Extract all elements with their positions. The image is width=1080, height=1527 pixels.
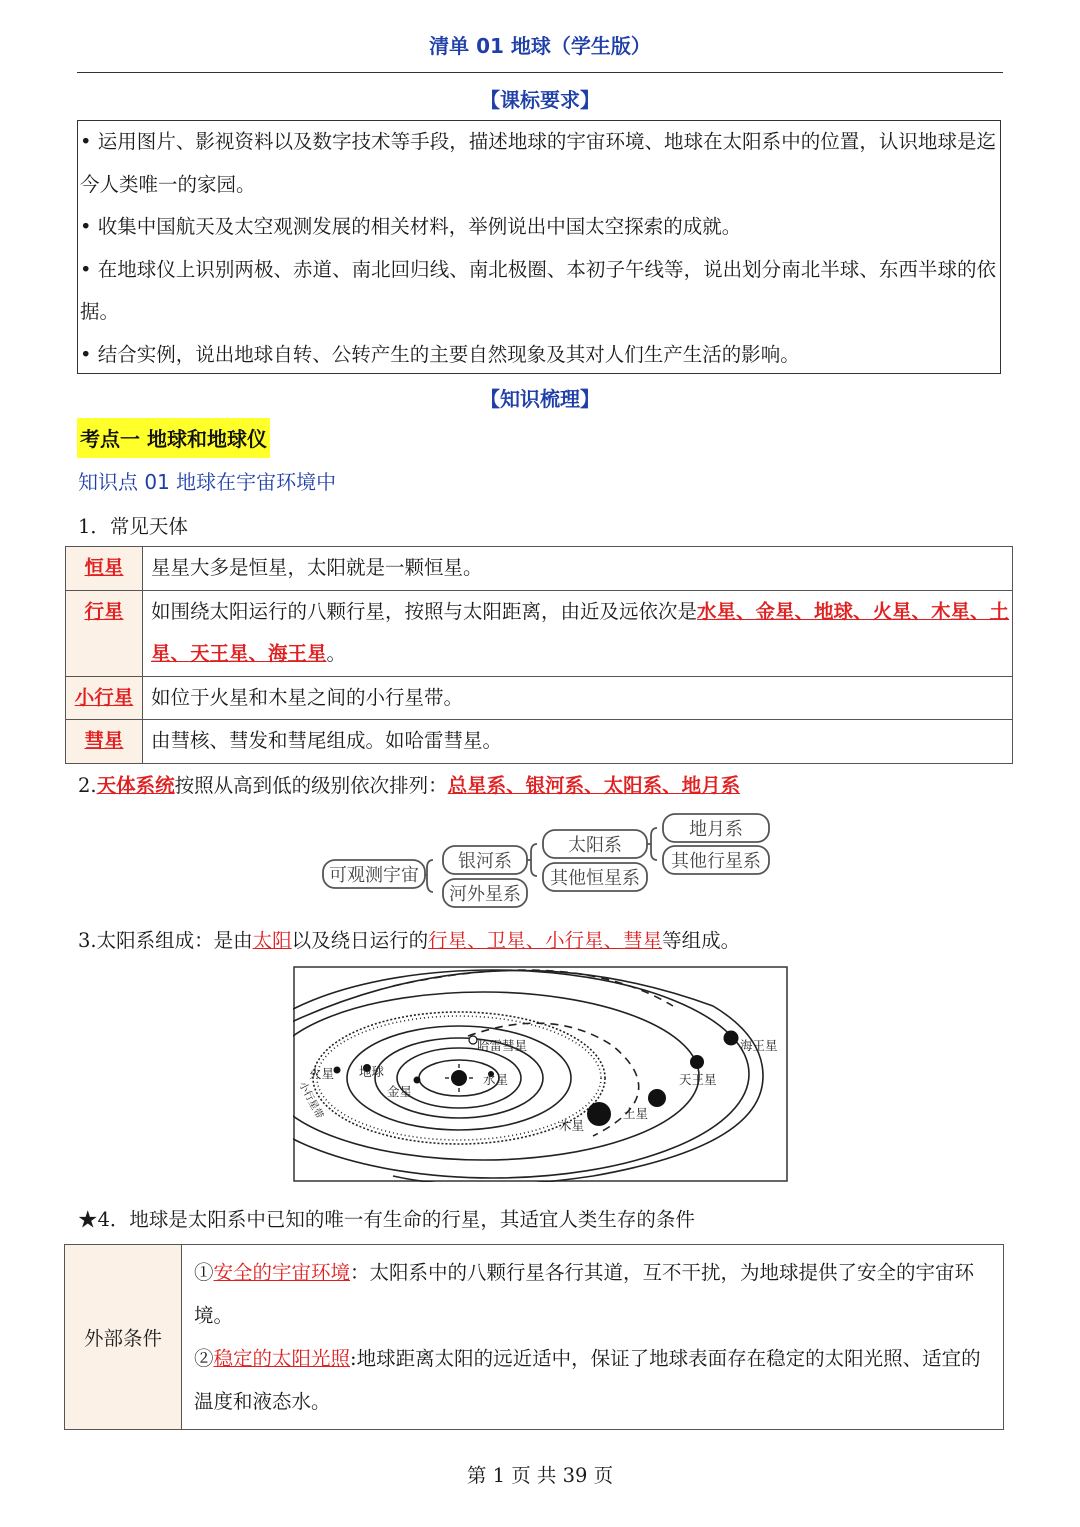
knowledge-heading: 【知识梳理】 <box>480 387 600 411</box>
table-row <box>66 590 1013 676</box>
item1-title: 1．常见天体 <box>78 515 188 538</box>
desc-comet: 由彗核、彗发和彗尾组成。如哈雷彗星。 <box>143 720 1013 764</box>
zhishidian-label: 知识点 01 地球在宇宙环境中 <box>78 470 337 494</box>
node-root: 可观测宇宙 <box>329 865 419 886</box>
node-milky-way: 银河系 <box>458 851 512 872</box>
item2-order: 总星系、银河系、太阳系、地月系 <box>447 774 741 797</box>
desc-star: 星星大多是恒星，太阳就是一颗恒星。 <box>143 547 1013 591</box>
curriculum-heading: 【课标要求】 <box>480 88 600 112</box>
item3-line: 3.太阳系组成：是由太阳以及绕日运行的行星、卫星、小行星、彗星等组成。 <box>78 929 741 952</box>
label-earth: 地球 <box>359 1064 385 1079</box>
bracket <box>651 828 657 860</box>
page-title: 清单 01 地球（学生版） <box>429 34 651 58</box>
label-halley: 哈雷彗星 <box>477 1038 528 1053</box>
item2-line: 2.天体系统按照从高到低的级别依次排列：总星系、银河系、太阳系、地月系 <box>78 774 741 797</box>
curriculum-item: • 在地球仪上识别两极、赤道、南北回归线、南北极圈、本初子午线等，说出划分南北半球、东西半球的依据。 <box>80 257 996 323</box>
item2-term: 天体系统 <box>96 774 175 797</box>
mars <box>334 1067 341 1074</box>
label-saturn: 土星 <box>623 1106 649 1121</box>
planet-list: 水星、金星、地球、火星、木星、土星、天王星、海王星 <box>151 599 1010 665</box>
desc-asteroid: 如位于火星和木星之间的小行星带。 <box>143 676 1013 720</box>
conditions-table <box>64 1244 1004 1430</box>
label-venus: 金星 <box>387 1084 413 1099</box>
kaodian-label: 考点一 地球和地球仪 <box>77 418 270 458</box>
term-planet: 行星 <box>84 599 124 623</box>
label-neptune: 海王星 <box>740 1038 778 1053</box>
label-asteroid-belt: 小行星带 <box>296 1080 325 1121</box>
condition-2: ②稳定的太阳光照:地球距离太阳的远近适中，保证了地球表面存在稳定的太阳光照、适宜的温度和液态水。 <box>194 1347 981 1413</box>
term-comet: 彗星 <box>84 729 124 752</box>
curriculum-box <box>77 120 1001 374</box>
bracket <box>427 860 433 892</box>
node-earth-moon: 地月系 <box>689 819 743 840</box>
node-other-stars: 其他恒星系 <box>550 868 640 889</box>
node-solar-system: 太阳系 <box>568 835 622 856</box>
condition-2-key: 稳定的太阳光照 <box>213 1347 351 1370</box>
item3-members: 行星、卫星、小行星、彗星 <box>428 929 663 952</box>
item4-title: ★4．地球是太阳系中已知的唯一有生命的行星，其适宜人类生存的条件 <box>78 1208 695 1231</box>
curriculum-item: • 运用图片、影视资料以及数字技术等手段，描述地球的宇宙环境、地球在太阳系中的位置，认识地球是迄今人类唯一的家园。 <box>80 130 996 196</box>
neptune <box>724 1031 739 1046</box>
desc-planet: 如围绕太阳运行的八颗行星，按照与太阳距离，由近及远依次是水星、金星、地球、火星、木星、土星、天王星、海王星。 <box>143 590 1013 676</box>
node-other-planets: 其他行星系 <box>671 851 761 872</box>
title-divider <box>77 72 1003 73</box>
solar-system-diagram <box>293 966 788 1182</box>
external-conditions-content <box>182 1245 1004 1430</box>
label-uranus: 天王星 <box>679 1072 717 1087</box>
term-asteroid: 小行星 <box>74 685 134 709</box>
page-footer: 第 1 页 共 39 页 <box>466 1464 614 1487</box>
curriculum-item: • 收集中国航天及太空观测发展的相关材料，举例说出中国太空探索的成就。 <box>80 215 742 238</box>
celestial-bodies-table <box>65 546 1013 764</box>
jupiter <box>587 1102 611 1126</box>
halley-comet <box>469 1036 477 1044</box>
condition-1: ①安全的宇宙环境：太阳系中的八颗行星各行其道，互不干扰，为地球提供了安全的宇宙环境。 <box>194 1261 975 1327</box>
curriculum-item: • 结合实例，说出地球自转、公转产生的主要自然现象及其对人们生产生活的影响。 <box>80 342 800 366</box>
table-row <box>66 547 1013 591</box>
table-row <box>66 676 1013 720</box>
saturn <box>648 1089 666 1107</box>
uranus <box>690 1055 704 1069</box>
table-row <box>66 720 1013 764</box>
bracket <box>531 844 537 876</box>
venus <box>414 1077 421 1084</box>
label-jupiter: 木星 <box>559 1118 585 1133</box>
system-hierarchy-diagram <box>315 808 785 912</box>
label-mars: 火星 <box>309 1066 335 1081</box>
external-conditions-label: 外部条件 <box>65 1245 182 1430</box>
node-extragalactic: 河外星系 <box>449 884 521 905</box>
label-mercury: 水星 <box>483 1072 509 1087</box>
item3-sun: 太阳 <box>252 929 292 952</box>
sun <box>451 1070 467 1086</box>
condition-1-key: 安全的宇宙环境 <box>213 1261 351 1284</box>
term-star: 恒星 <box>84 556 124 579</box>
